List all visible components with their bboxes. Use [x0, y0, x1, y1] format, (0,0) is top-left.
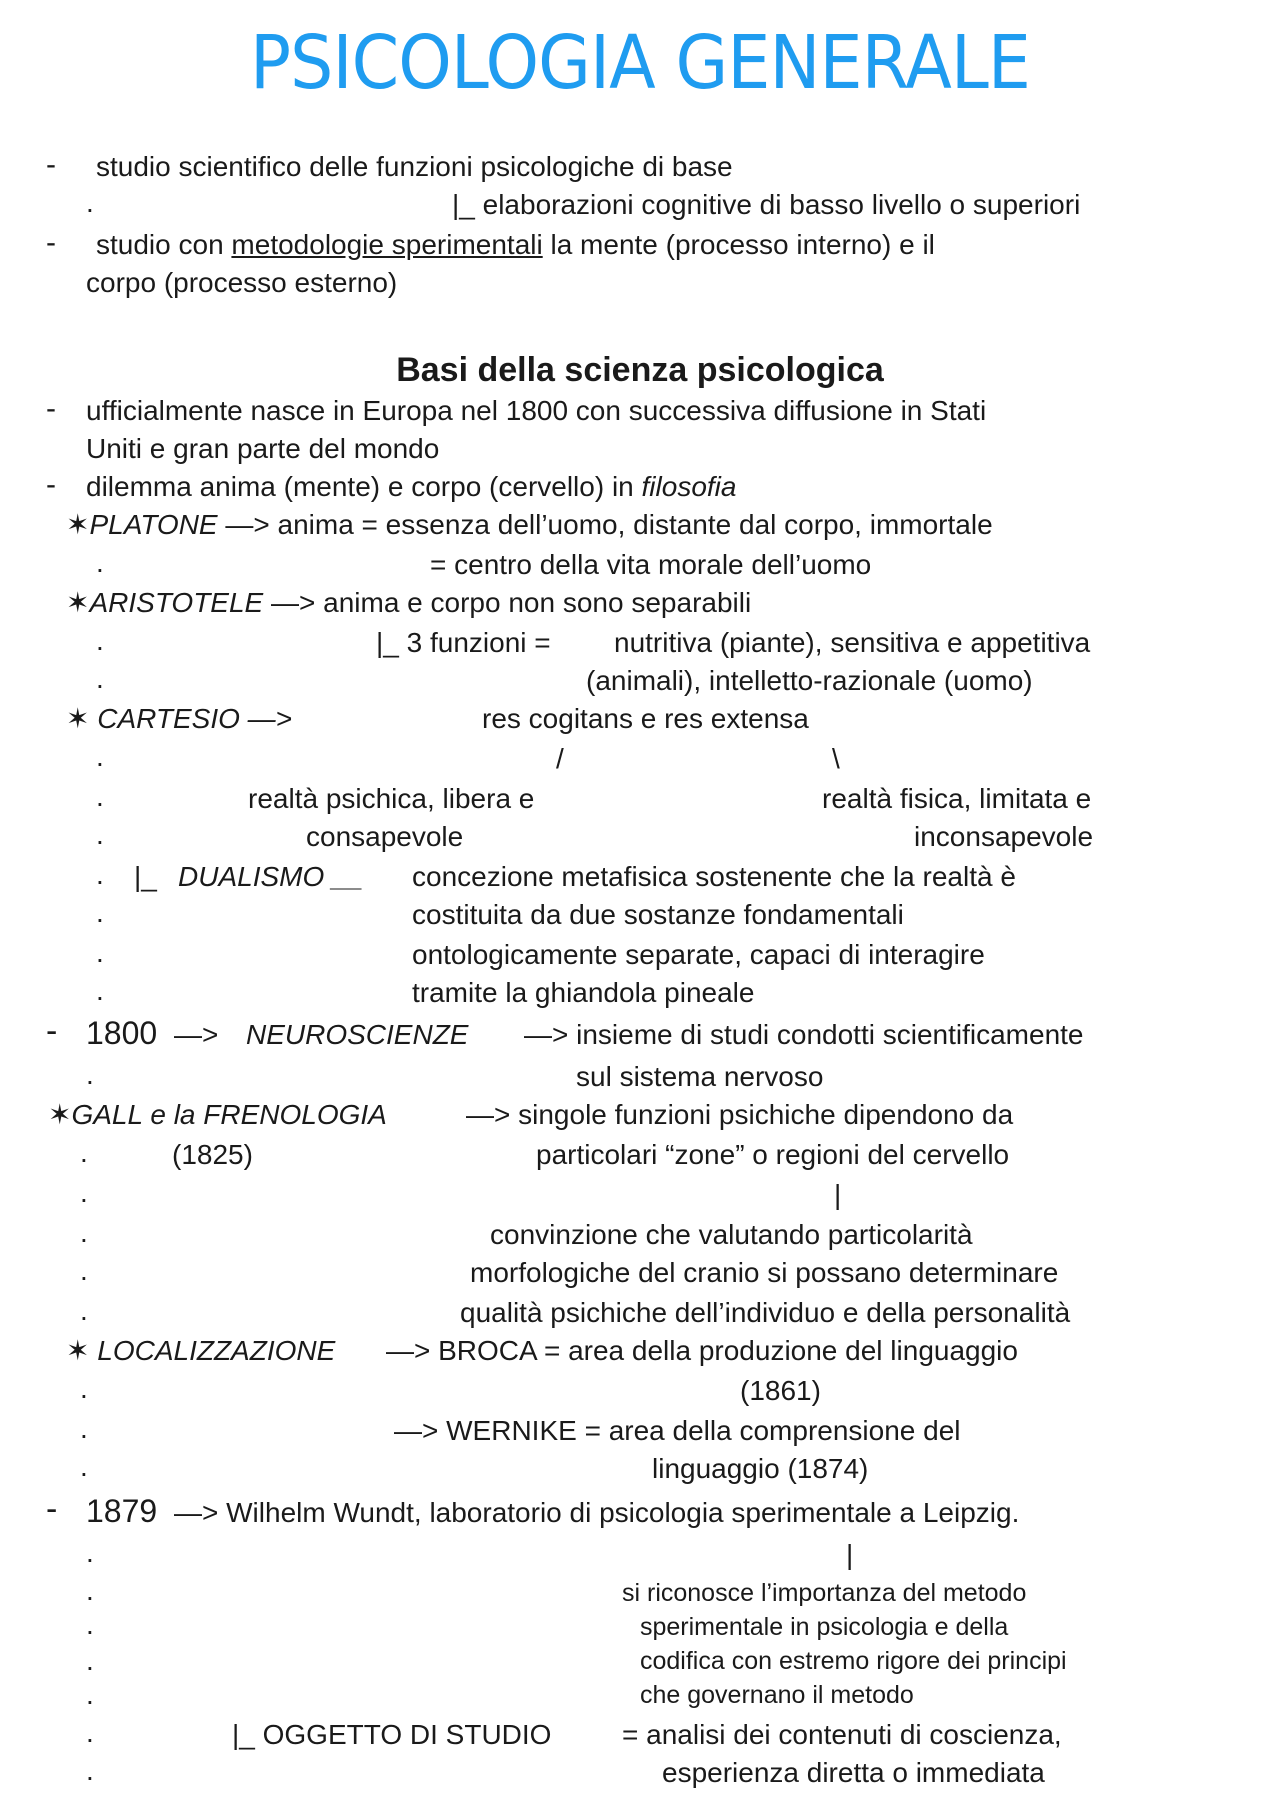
spacer-dot: . — [86, 1679, 94, 1710]
cartesio-right-1: realtà fisica, limitata e — [822, 783, 1092, 814]
dualismo-line-3: ontologicamente separate, capaci di interagire — [412, 939, 985, 970]
oggetto-label: |_ OGGETTO DI STUDIO — [232, 1719, 552, 1750]
spacer-dot: . — [96, 937, 104, 968]
star-icon: ✶ — [66, 587, 90, 618]
dualismo-line-2: costituita da due sostanze fondamentali — [412, 899, 904, 930]
spacer-dot: . — [96, 741, 104, 772]
gall-text-1: —> singole funzioni psichiche dipendono da — [466, 1099, 1014, 1130]
bullet-dash: - — [46, 148, 56, 181]
spacer-dot: . — [96, 781, 104, 812]
spacer-dot: . — [80, 1137, 88, 1168]
dualismo-label: DUALISMO __ — [178, 861, 364, 892]
underlined-term: metodologie sperimentali — [231, 229, 543, 260]
spacer-dot: . — [96, 897, 104, 928]
intro-line-1: studio scientifico delle funzioni psicologiche di base — [96, 151, 733, 182]
aristotele-line-2: nutritiva (piante), sensitiva e appetitiva — [614, 627, 1091, 658]
neuro-arrow: —> — [174, 1019, 219, 1050]
local-name: LOCALIZZAZIONE — [97, 1335, 336, 1366]
platone-line-2: = centro della vita morale dell’uomo — [430, 549, 872, 580]
intro-line-2 — [96, 228, 935, 262]
bullet-dash: - — [46, 1490, 58, 1528]
dualismo-marker: |_ — [134, 861, 157, 892]
star-icon: ✶ — [48, 1099, 72, 1130]
gall-name: GALL e la FRENOLOGIA — [71, 1099, 387, 1130]
wundt-sub-1: si riconosce l’importanza del metodo — [622, 1579, 1027, 1607]
backslash-mark: \ — [832, 743, 840, 774]
intro-line-2-end: la mente (processo interno) e il — [542, 229, 935, 260]
cartesio-right-2: inconsapevole — [914, 821, 1094, 852]
page-title: PSICOLOGIA GENERALE — [250, 20, 1030, 106]
gall-conv-1: convinzione che valutando particolarità — [490, 1219, 973, 1250]
spacer-dot: . — [96, 663, 104, 694]
spacer-dot: . — [80, 1373, 88, 1404]
spacer-dot: . — [96, 819, 104, 850]
cartesio-left-1: realtà psichica, libera e — [248, 783, 535, 814]
basi-line-2-text: dilemma anima (mente) e corpo (cervello) in — [86, 471, 642, 502]
spacer-dot: . — [86, 1575, 94, 1606]
spacer-dot: . — [80, 1451, 88, 1482]
cartesio-name: CARTESIO —> — [97, 703, 293, 734]
spacer-dot: . — [86, 1537, 94, 1568]
wernike-line-2: linguaggio (1874) — [652, 1453, 869, 1484]
oggetto-line-1: = analisi dei contenuti di coscienza, — [622, 1719, 1062, 1750]
bullet-dash: - — [46, 468, 56, 501]
aristotele-text: —> anima e corpo non sono separabili — [263, 587, 752, 618]
intro-line-2c: corpo (processo esterno) — [86, 267, 398, 298]
spacer-dot: . — [86, 1059, 94, 1090]
gall-line-1 — [48, 1098, 387, 1132]
basi-line-1: ufficialmente nasce in Europa nel 1800 con successiva diffusione in Stati — [86, 395, 987, 426]
gall-conv-2: morfologiche del cranio si possano determinare — [470, 1257, 1059, 1288]
wundt-sub-4: che governano il metodo — [640, 1681, 914, 1709]
spacer-dot: . — [96, 547, 104, 578]
spacer-dot: . — [86, 1755, 94, 1786]
star-icon: ✶ — [66, 1335, 90, 1366]
broca-line: —> BROCA = area della produzione del linguaggio — [386, 1335, 1018, 1366]
spacer-dot: . — [96, 625, 104, 656]
aristotele-line-1 — [66, 586, 751, 620]
oggetto-line-2: esperienza diretta o immediata — [662, 1757, 1045, 1788]
spacer-dot: . — [80, 1217, 88, 1248]
basi-line-2 — [86, 470, 736, 504]
wundt-year: 1879 — [86, 1493, 158, 1529]
local-line-1 — [66, 1334, 335, 1368]
gall-text-2: particolari “zone” o regioni del cervello — [536, 1139, 1010, 1170]
spacer-dot: . — [80, 1413, 88, 1444]
slash-mark: / — [556, 743, 564, 774]
cartesio-line-1 — [66, 702, 292, 736]
dualismo-line-4: tramite la ghiandola pineale — [412, 977, 755, 1008]
wernike-line: —> WERNIKE = area della comprensione del — [394, 1415, 961, 1446]
gall-conv-3: qualità psichiche dell’individuo e della personalità — [460, 1297, 1071, 1328]
neuro-year: 1800 — [86, 1015, 158, 1051]
platone-name: PLATONE — [89, 509, 218, 540]
aristotele-name: ARISTOTELE — [89, 587, 264, 618]
spacer-dot: . — [86, 1645, 94, 1676]
cartesio-left-2: consapevole — [306, 821, 464, 852]
wundt-sub-3: codifica con estremo rigore dei principi — [640, 1647, 1067, 1675]
cartesio-res: res cogitans e res extensa — [482, 703, 809, 734]
star-icon: ✶ — [66, 703, 90, 734]
spacer-dot: . — [80, 1295, 88, 1326]
spacer-dot: . — [80, 1177, 88, 1208]
platone-line-1 — [66, 508, 993, 542]
intro-line-1b: |_ elaborazioni cognitive di basso livello o superiori — [452, 189, 1081, 220]
wundt-sub-2: sperimentale in psicologia e della — [640, 1613, 1009, 1641]
broca-year: (1861) — [740, 1375, 821, 1406]
intro-line-2-start: studio con — [96, 229, 232, 260]
spacer-dot: . — [80, 1255, 88, 1286]
wundt-line-1: —> Wilhelm Wundt, laboratorio di psicologia sperimentale a Leipzig. — [174, 1497, 1020, 1528]
spacer-dot: . — [86, 1609, 94, 1640]
neuro-line-1: —> insieme di studi condotti scientificamente — [524, 1019, 1084, 1050]
spacer-dot: . — [96, 975, 104, 1006]
gall-year: (1825) — [172, 1139, 253, 1170]
bullet-dash: - — [46, 226, 56, 259]
basi-line-2-italic: filosofia — [641, 471, 737, 502]
connector-bar: | — [846, 1539, 854, 1570]
bullet-dash: - — [46, 1012, 58, 1050]
basi-line-1c: Uniti e gran parte del mondo — [86, 433, 440, 464]
spacer-dot: . — [86, 187, 94, 218]
dualismo-line-1: concezione metafisica sostenente che la realtà è — [412, 861, 1016, 892]
spacer-dot: . — [96, 859, 104, 890]
star-icon: ✶ — [66, 509, 90, 540]
neuro-name: NEUROSCIENZE — [246, 1019, 469, 1050]
connector-bar: | — [834, 1179, 842, 1210]
section-heading: Basi della scienza psicologica — [396, 351, 884, 389]
neuro-line-2: sul sistema nervoso — [576, 1061, 824, 1092]
spacer-dot: . — [86, 1717, 94, 1748]
aristotele-functions-label: |_ 3 funzioni = — [376, 627, 551, 658]
bullet-dash: - — [46, 392, 56, 425]
platone-text: —> anima = essenza dell’uomo, distante dal corpo, immortale — [217, 509, 993, 540]
aristotele-line-3: (animali), intelletto-razionale (uomo) — [586, 665, 1033, 696]
